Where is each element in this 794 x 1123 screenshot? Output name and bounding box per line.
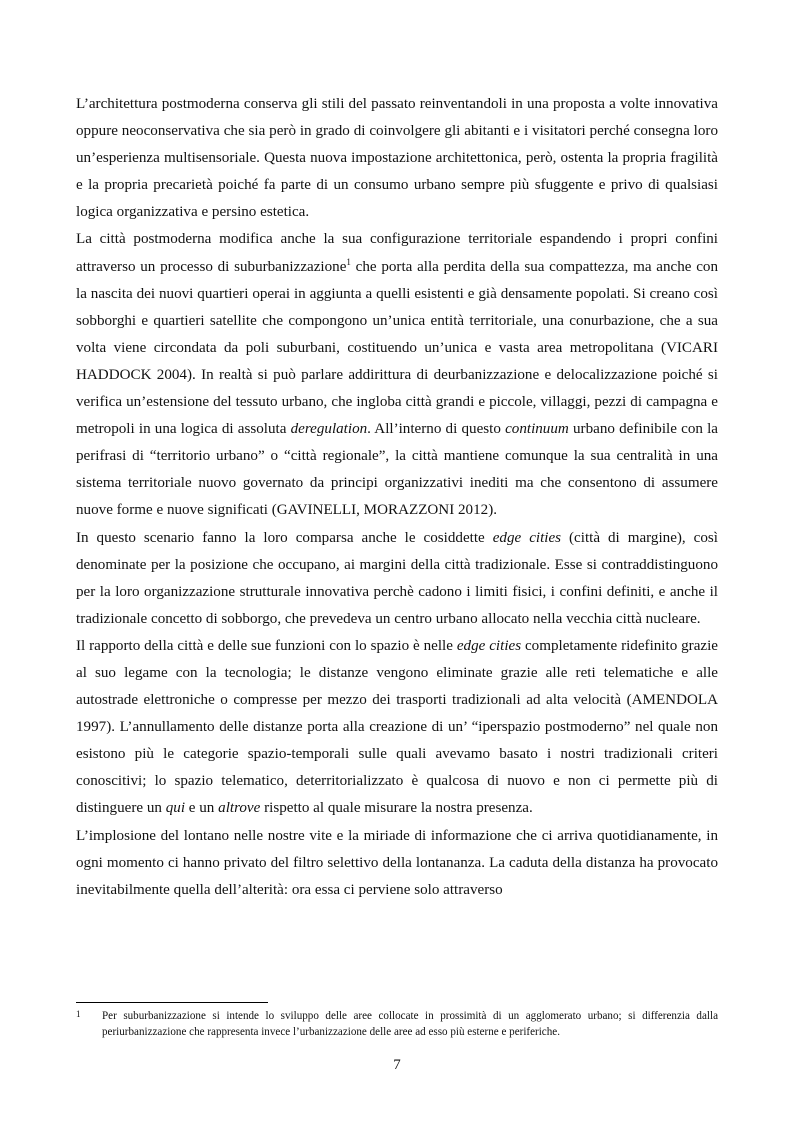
page-number: 7 [393,1057,401,1073]
italic-term: edge cities [492,529,562,546]
paragraph-text: L’architettura postmoderna conserva gli stili del passato reinventandoli in una proposta a volte innovativa oppure neoconservativa che sia però in grado di coinvolgere gli abitanti e i visitatori perché consegna loro un’esperienza multisensoriale. Questa nuova impostazione architettonica, però, ostenta la propria fragilità e la propria precarietà poiché fa parte di un consumo urbano sempre più sfuggente e privo di qualsiasi logica organizzativa e persino estetica. [76,96,718,221]
paragraph-text: completamente ridefinito grazie al suo legame con la tecnologia; le distanze vengono eliminate grazie alle reti telematiche e alle autostrade elettroniche o compresse per mezzo dei trasporti tradizionali ad alta velocità (AMENDOLA 1997). L’annullamento delle distanze porta alla creazione di un’ “iperspazio postmoderno” nel quale non esistono più le categorie spazio-temporali sulle quali avevamo basato i nostri tradizionali criteri conoscitivi; lo spazio telematico, deterritorializzato è qualcosa di nuovo e non ci permette più di distinguere un [76,637,718,817]
paragraph-text: La città postmoderna modifica anche la sua configurazione territoriale espandendo i propri confini attraverso un processo di suburbanizzazione [76,231,718,275]
body-text [76,91,718,904]
paragraph-text: urbano definibile con la perifrasi di “territorio urbano” o “città regionale”, la città mantiene comunque la sua centralità in una sistema territoriale nuovo governato da principi organizzativi inediti ma che consentono di assumere nuove forme e nuove significati (GAVINELLI, MORAZZONI 2012). [76,421,718,519]
paragraph [76,226,718,524]
paragraph [76,633,718,823]
paragraph-text: . All’interno di questo [367,421,506,438]
footnote-text: Per suburbanizzazione si intende lo sviluppo delle aree collocate in prossimità di un agglomerato urbano; si differenzia dalla periurbanizzazione che rappresenta invece l’urbanizzazione delle aree ad esso più esterne e periferiche. [102,1010,718,1038]
footnote [76,1009,718,1041]
footnote-separator [76,1002,268,1003]
italic-term: altrove [218,800,261,817]
paragraph-text: L’implosione del lontano nelle nostre vite e la miriade di informazione che ci arriva quotidianamente, in ogni momento ci hanno privato del filtro selettivo della lontananza. La caduta della distanza ha provocato inevitabilmente quella dell’alterità: ora essa ci perviene solo attraverso [76,827,718,898]
footnote-reference: 1 [346,256,351,267]
paragraph-text: In questo scenario fanno la loro comparsa anche le cosiddette [76,529,493,546]
italic-term: deregulation [290,421,368,438]
italic-term: edge cities [456,637,522,654]
paragraph-text: che porta alla perdita della sua compattezza, ma anche con la nascita dei nuovi quartieri operai in aggiunta a quelli esistenti e già densamente popolati. Si creano così sobborghi e quartieri satellite che compongono un’unica entità territoriale, una conurbazione, che a sua volta viene circondata da poli suburbani, costituendo un’unica e vasta area metropolitana (VICARI HADDOCK 2004). In realtà si può parlare addirittura di deurbanizzazione e delocalizzazione poiché si verifica un’estensione del tessuto urbano, che ingloba città grandi e piccole, villaggi, pezzi di campagna e metropoli in una logica di assoluta [76,258,719,438]
paragraph-text: rispetto al quale misurare la nostra presenza. [260,800,533,817]
paragraph [76,525,718,633]
italic-term: qui [165,800,186,817]
paragraph [76,823,718,904]
paragraph-text: e un [185,800,219,817]
footnote-mark: 1 [76,1009,81,1019]
paragraph-text: (città di margine), così denominate per la posizione che occupano, ai margini della città tradizionale. Esse si contraddistinguono per la loro organizzazione strutturale innovativa perchè cadono i limiti fisici, i confini definiti, e anche il tradizionale concetto di sobborgo, che prevedeva un centro urbano allocato nella vecchia città nucleare. [76,529,718,627]
paragraph-text: Il rapporto della città e delle sue funzioni con lo spazio è nelle [76,637,457,654]
italic-term: continuum [505,421,569,438]
paragraph [76,91,718,226]
